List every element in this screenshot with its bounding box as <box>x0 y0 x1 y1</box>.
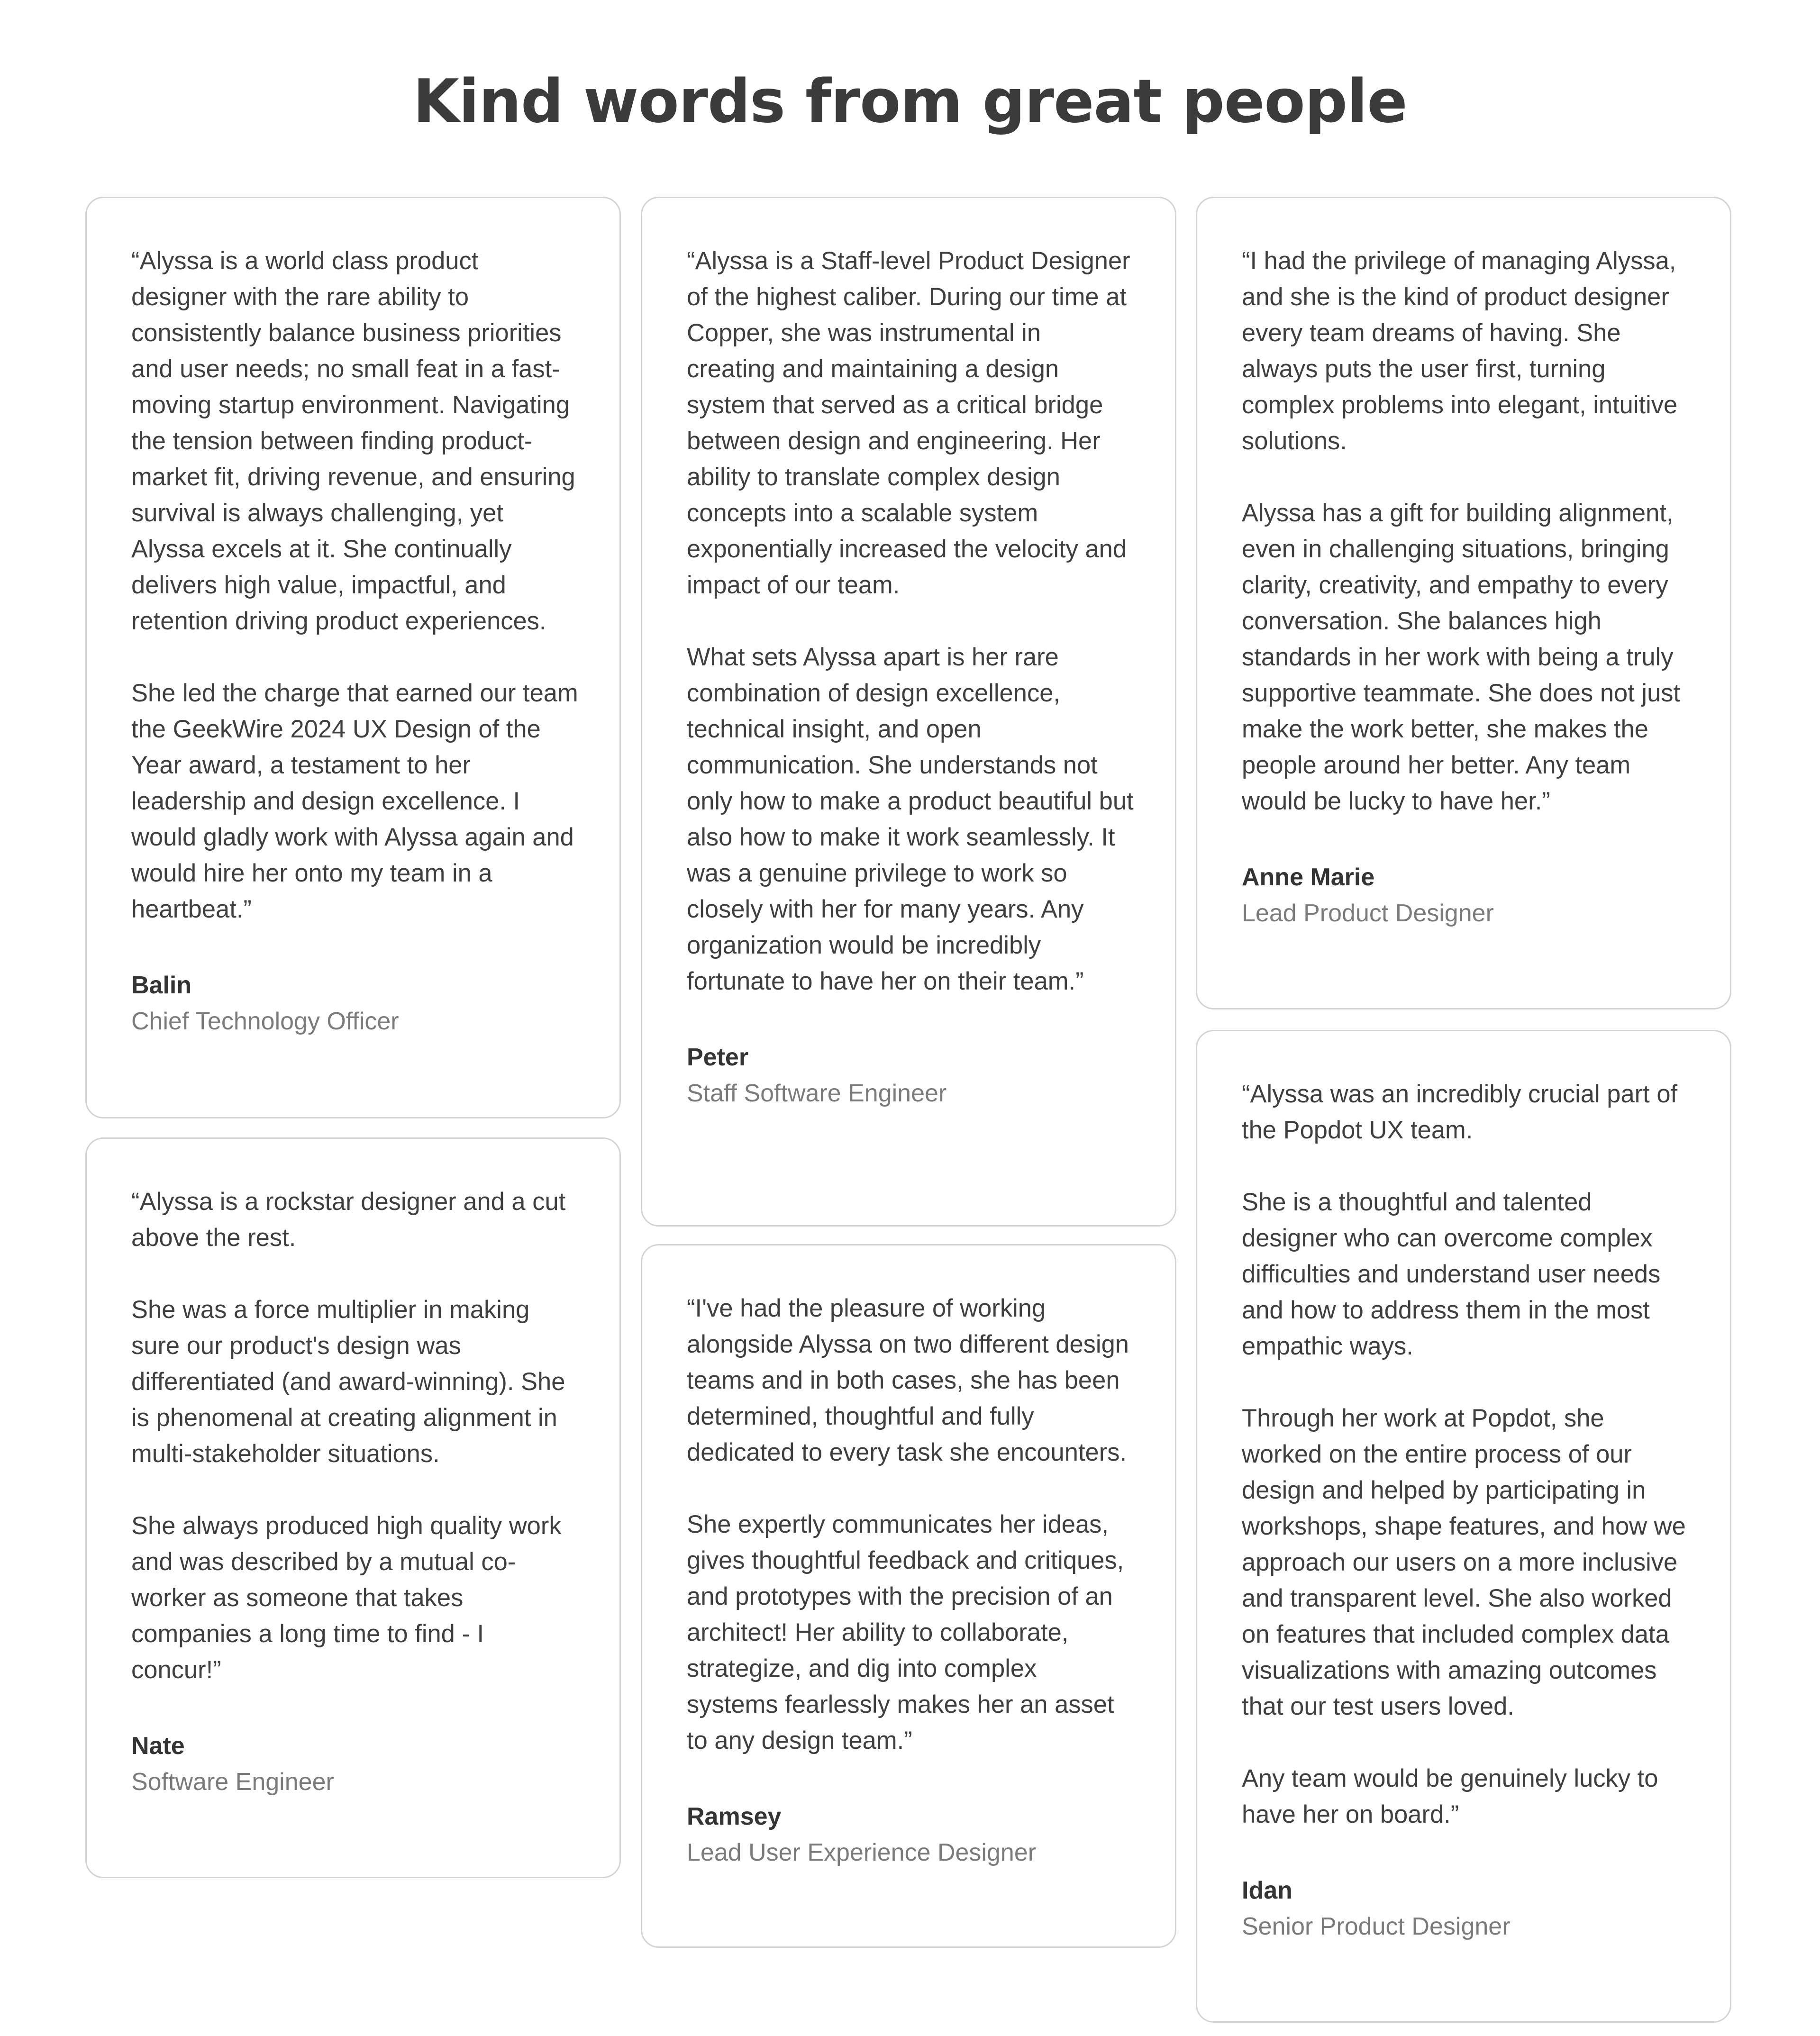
page-title: Kind words from great people <box>413 66 1407 136</box>
testimonial-quote: “I've had the pleasure of working alongside Alyssa on two different design teams and in both cases, she has been determined, thoughtful and fully dedicated to every task she encounters. She expertly communicates her ideas, gives thoughtful feedback and critiques, and prototypes with the precision of an architect! Her ability to collaborate, strategize, and dig into complex systems fearlessly makes her an asset to any design team.” <box>687 1294 1129 1754</box>
testimonial-card-peter <box>641 197 1176 1227</box>
testimonial-author-name: Idan <box>1242 1877 1292 1904</box>
testimonial-author-role: Chief Technology Officer <box>131 1008 399 1035</box>
testimonial-author-name: Peter <box>687 1044 749 1071</box>
testimonial-author-role: Staff Software Engineer <box>687 1080 947 1107</box>
testimonial-card-nate <box>85 1137 621 1878</box>
testimonial-quote: “Alyssa is a world class product designer with the rare ability to consistently balance business priorities and user needs; no small feat in a fast-moving startup environment. Navigating the tension between finding product-market fit, driving revenue, and ensuring survival is always challenging, yet Alyssa excels at it. She continually delivers high value, impactful, and retention driving product experiences. She led the charge that earned our team the GeekWire 2024 UX Design of the Year award, a testament to her leadership and design excellence. I would gladly work with Alyssa again and would hire her onto my team in a heartbeat.” <box>131 247 578 923</box>
testimonial-author-name: Ramsey <box>687 1803 782 1830</box>
testimonial-card-idan <box>1196 1030 1731 2023</box>
testimonial-author-role: Senior Product Designer <box>1242 1913 1511 1940</box>
testimonial-author-role: Software Engineer <box>131 1768 334 1796</box>
testimonial-quote: “Alyssa is a rockstar designer and a cut above the rest. She was a force multiplier in making sure our product's design was differentiated (and award-winning). She is phenomenal at creating alignment in multi-stakeholder situations. She always produced high quality work and was described by a mutual co-worker as someone that takes companies a long time to find - I concur!” <box>131 1188 566 1684</box>
testimonial-card-anne-marie <box>1196 197 1731 1009</box>
testimonial-author-name: Anne Marie <box>1242 863 1375 891</box>
testimonial-author-role: Lead User Experience Designer <box>687 1839 1037 1866</box>
testimonial-author-role: Lead Product Designer <box>1242 900 1494 927</box>
testimonial-quote: “Alyssa was an incredibly crucial part of the Popdot UX team. She is a thoughtful and talented designer who can overcome complex difficulties and understand user needs and how to address them in the most empathic ways. Through her work at Popdot, she worked on the entire process of our design and helped by participating in workshops, shape features, and how we approach our users on a more inclusive and transparent level. She also worked on features that included complex data visualizations with amazing outcomes that our test users loved. Any team would be genuinely lucky to have her on board.” <box>1242 1080 1686 1828</box>
testimonial-quote: “I had the privilege of managing Alyssa, and she is the kind of product designer every team dreams of having. She always puts the user first, turning complex problems into elegant, intuitive solutions. Alyssa has a gift for building alignment, even in challenging situations, bringing clarity, creativity, and empathy to every conversation. She balances high standards in her work with being a truly supportive teammate. She does not just make the work better, she makes the people around her better. Any team would be lucky to have her.” <box>1242 247 1681 815</box>
testimonial-author-name: Balin <box>131 972 192 999</box>
testimonial-card-balin <box>85 197 621 1118</box>
testimonial-card-ramsey <box>641 1244 1176 1948</box>
testimonial-quote: “Alyssa is a Staff-level Product Designer of the highest caliber. During our time at Copper, she was instrumental in creating and maintaining a design system that served as a critical bridge between design and engineering. Her ability to translate complex design concepts into a scalable system exponentially increased the velocity and impact of our team. What sets Alyssa apart is her rare combination of design excellence, technical insight, and open communication. She understands not only how to make a product beautiful but also how to make it work seamlessly. It was a genuine privilege to work so closely with her for many years. Any organization would be incredibly fortunate to have her on their team.” <box>687 247 1134 995</box>
testimonial-author-name: Nate <box>131 1732 185 1760</box>
